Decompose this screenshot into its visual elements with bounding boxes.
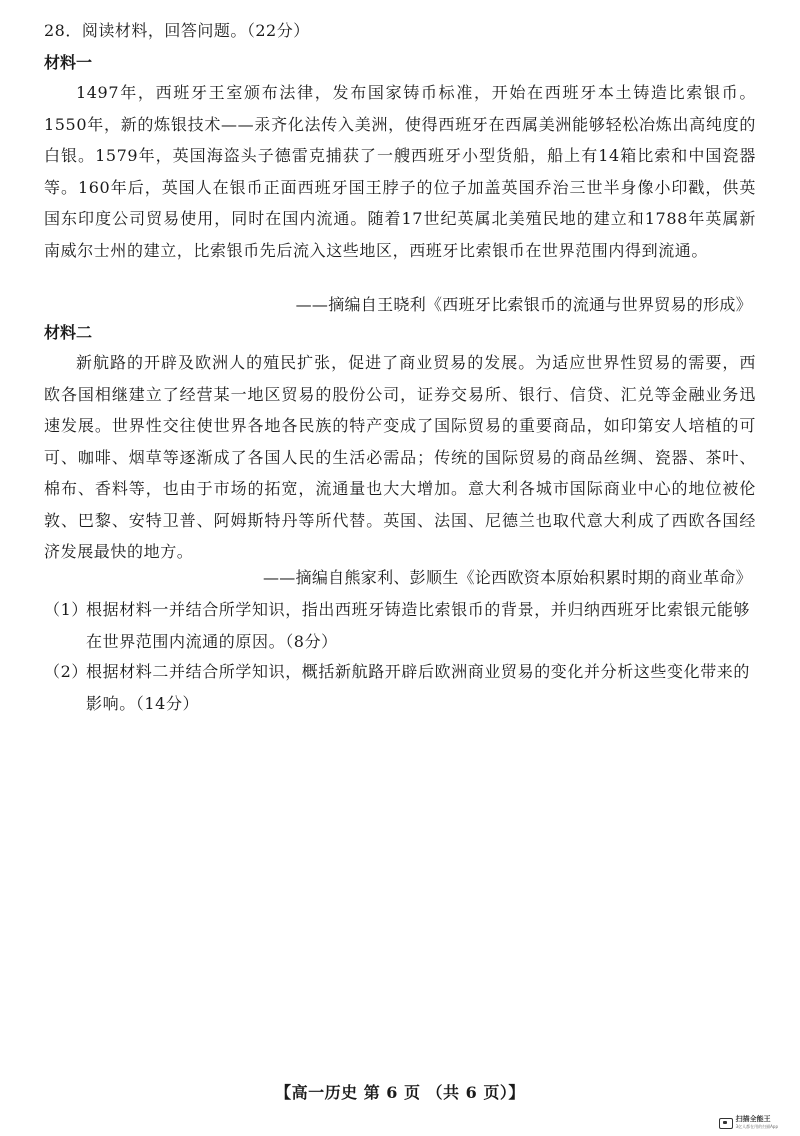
sub-question-2 <box>44 656 756 719</box>
sub-question-1-text: 根据材料一并结合所学知识，指出西班牙铸造比索银币的背景，并归纳西班牙比索银元能够在世界范围内流通的原因。（8分） <box>86 600 751 651</box>
material-2-source: ——摘编自熊家利、彭顺生《论西欧资本原始积累时期的商业革命》 <box>262 568 752 587</box>
sub-question-1 <box>44 594 756 657</box>
question-title: 28．阅读材料，回答问题。（22分） <box>44 21 310 40</box>
material-1-label: 材料一 <box>44 53 93 72</box>
watermark-name: 扫描全能王 <box>735 1115 771 1123</box>
sub-question-2-number: （2） <box>44 662 88 681</box>
material-2-text: 新航路的开辟及欧洲人的殖民扩张，促进了商业贸易的发展。为适应世界性贸易的需要，西欧各国相继建立了经营某一地区贸易的股份公司，证券交易所、银行、信贷、汇兑等金融业务迅速发展。世界性交往使世界各地各民族的特产变成了国际贸易的重要商品，如印第安人培植的可可、咖啡、烟草等逐渐成了各国人民的生活必需品；传统的国际贸易的商品丝绸、瓷器、茶叶、棉布、香料等，也由于市场的拓宽，流通量也大大增加。意大利各城市国际商业中心的地位被伦敦、巴黎、安特卫普、阿姆斯特丹等所代替。英国、法国、尼德兰也取代意大利成了西欧各国经济发展最快的地方。 <box>44 353 756 561</box>
page-footer: 【高一历史 第 6 页 （共 6 页）】 <box>275 1083 525 1102</box>
material-1-text: 1497年，西班牙王室颁布法律，发布国家铸币标准，开始在西班牙本土铸造比索银币。1550年，新的炼银技术——汞齐化法传入美洲，使得西班牙在西属美洲能够轻松冶炼出高纯度的白银。1579年，英国海盗头子德雷克捕获了一艘西班牙小型货船，船上有14箱比索和中国瓷器等。160年后，英国人在银币正面西班牙国王脖子的位子加盖英国乔治三世半身像小印戳，供英国东印度公司贸易使用，同时在国内流通。随着17世纪英属北美殖民地的建立和1788年英属新南威尔士州的建立，比索银币先后流入这些地区，西班牙比索银币在世界范围内得到流通。 <box>44 83 756 260</box>
material-2-label: 材料二 <box>44 323 93 342</box>
scanner-logo-icon <box>719 1118 733 1129</box>
watermark-text <box>736 1116 778 1130</box>
watermark-subtitle: 3亿人都在用的扫描App <box>735 1124 778 1129</box>
material-1-source: ——摘编自王晓利《西班牙比索银币的流通与世界贸易的形成》 <box>295 295 752 314</box>
scanner-watermark <box>719 1116 778 1130</box>
sub-question-1-number: （1） <box>44 600 88 619</box>
sub-question-2-text: 根据材料二并结合所学知识，概括新航路开辟后欧洲商业贸易的变化并分析这些变化带来的影响。（14分） <box>86 662 751 713</box>
